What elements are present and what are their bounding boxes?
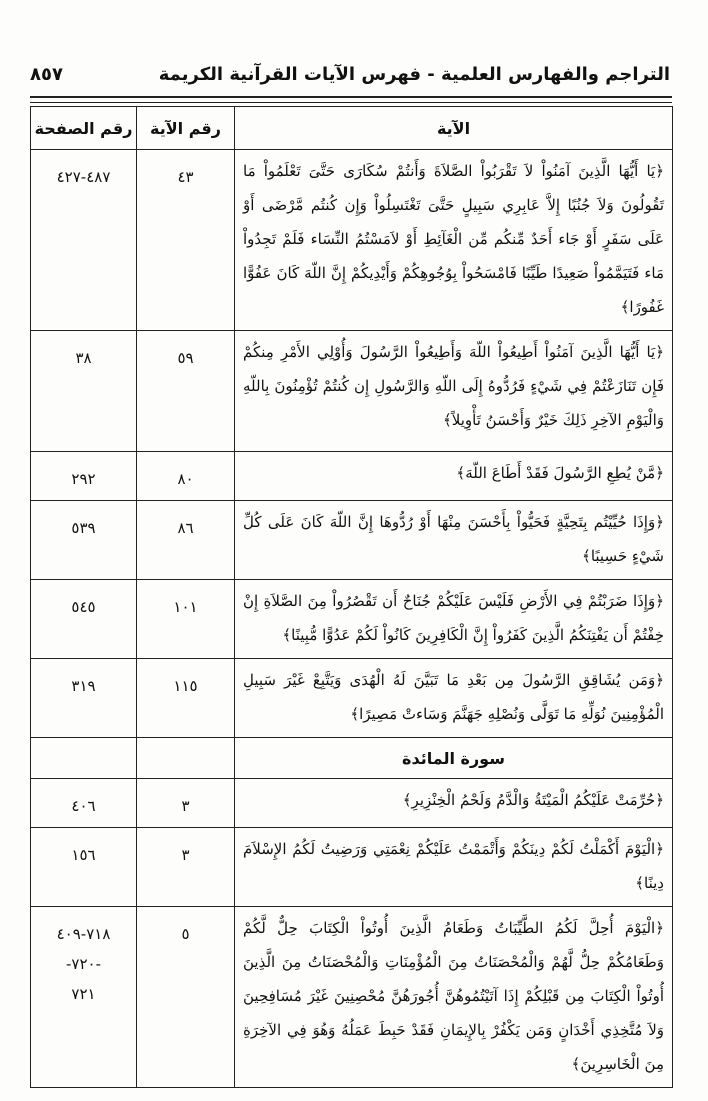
ayah-text: ﴿يَا أَيُّهَا الَّذِينَ آمَنُواْ أَطِيعُواْ اللّهَ وَأَطِيعُواْ الرَّسُولَ وَأُوْلِي الأَمْرِ مِنكُمْ فَإِن تَنَازَعْتُمْ فِي شَيْءٍ فَرُدُّوهُ إِلَى اللّهِ وَالرَّسُولِ إِن كُنتُمْ تُؤْمِنُونَ بِاللّهِ وَالْيَوْمِ الآخِرِ ذَلِكَ خَيْرٌ وَأَحْسَنُ تَأْوِيلاً﴾ — [235, 331, 673, 452]
table-row — [31, 580, 673, 659]
ayah-text: ﴿وَمَن يُشَاقِقِ الرَّسُولَ مِن بَعْدِ مَا تَبَيَّنَ لَهُ الْهُدَى وَيَتَّبِعْ غَيْرَ سَبِيلِ الْمُؤْمِنِينَ نُوَلِّهِ مَا تَوَلَّى وَنُصْلِهِ جَهَنَّمَ وَسَاءتْ مَصِيرًا﴾ — [235, 659, 673, 738]
table-row — [31, 828, 673, 907]
page-reference: ٤٨٧-٤٢٧ — [31, 150, 137, 331]
ayah-number: ٥٩ — [137, 331, 235, 452]
ayah-text: ﴿مَّنْ يُطِعِ الرَّسُولَ فَقَدْ أَطَاعَ اللّهَ﴾ — [235, 452, 673, 501]
empty-cell — [31, 738, 137, 779]
ayah-number: ٣ — [137, 828, 235, 907]
table-row — [31, 331, 673, 452]
page-reference-line: ٧٢١ — [71, 985, 96, 1003]
page-number: ٨٥٧ — [30, 64, 63, 85]
page-reference — [31, 907, 137, 1088]
column-header-page-number: رقم الصفحة — [31, 107, 137, 150]
page-reference: ٤٠٦ — [31, 779, 137, 828]
ayah-text: ﴿وَإِذَا ضَرَبْتُمْ فِي الأَرْضِ فَلَيْسَ عَلَيْكُمْ جُنَاحٌ أَن تَقْصُرُواْ مِنَ الصَّلاَةِ إِنْ خِفْتُمْ أَن يَفْتِنَكُمُ الَّذِينَ كَفَرُواْ إِنَّ الْكَافِرِينَ كَانُواْ لَكُمْ عَدُوًّا مُّبِينًا﴾ — [235, 580, 673, 659]
page-reference: ٣١٩ — [31, 659, 137, 738]
ayah-text: ﴿يَا أَيُّهَا الَّذِينَ آمَنُواْ لاَ تَقْرَبُواْ الصَّلاَةَ وَأَنتُمْ سُكَارَى حَتَّىَ تَعْلَمُواْ مَا تَقُولُونَ وَلاَ جُنُبًا إِلاَّ عَابِرِي سَبِيلٍ حَتَّىَ تَغْتَسِلُواْ وَإِن كُنتُم مَّرْضَى أَوْ عَلَى سَفَرٍ أَوْ جَاء أَحَدٌ مِّنكُم مِّن الْغَآئِطِ أَوْ لاَمَسْتُمُ النِّسَاء فَلَمْ تَجِدُواْ مَاء فَتَيَمَّمُواْ صَعِيدًا طَيِّبًا فَامْسَحُواْ بِوُجُوهِكُمْ وَأَيْدِيكُمْ إِنَّ اللّهَ كَانَ عَفُوًّا غَفُورًا﴾ — [235, 150, 673, 331]
ayah-text: ﴿الْيَوْمَ أَكْمَلْتُ لَكُمْ دِينَكُمْ وَأَتْمَمْتُ عَلَيْكُمْ نِعْمَتِي وَرَضِيتُ لَكُمُ الإِسْلاَمَ دِينًا﴾ — [235, 828, 673, 907]
ayah-number: ٣ — [137, 779, 235, 828]
ayah-number: ٨٦ — [137, 501, 235, 580]
surah-heading: سورة المائدة — [235, 738, 673, 779]
page-reference: ٥٣٩ — [31, 501, 137, 580]
table-header-row — [31, 107, 673, 150]
running-title: التراجم والفهارس العلمية - فهرس الآيات القرآنية الكريمة — [158, 64, 670, 85]
column-header-ayah: الآية — [235, 107, 673, 150]
table-row — [31, 150, 673, 331]
ayah-text: ﴿الْيَوْمَ أُحِلَّ لَكُمُ الطَّيِّبَاتُ وَطَعَامُ الَّذِينَ أُوتُواْ الْكِتَابَ حِلٌّ لَّكُمْ وَطَعَامُكُمْ حِلُّ لَّهُمْ وَالْمُحْصَنَاتُ مِنَ الْمُؤْمِنَاتِ وَالْمُحْصَنَاتُ مِنَ الَّذِينَ أُوتُواْ الْكِتَابَ مِن قَبْلِكُمْ إِذَا آتَيْتُمُوهُنَّ أُجُورَهُنَّ مُحْصِنِينَ غَيْرَ مُسَافِحِينَ وَلاَ مُتَّخِذِي أَخْدَانٍ وَمَن يَكْفُرْ بِالإِيمَانِ فَقَدْ حَبِطَ عَمَلُهُ وَهُوَ فِي الآخِرَةِ مِنَ الْخَاسِرِينَ﴾ — [235, 907, 673, 1088]
ayah-number: ١١٥ — [137, 659, 235, 738]
page-header — [30, 60, 670, 94]
table-row — [31, 452, 673, 501]
empty-cell — [137, 738, 235, 779]
table-row — [31, 907, 673, 1088]
ayah-number: ٨٠ — [137, 452, 235, 501]
ayah-number: ١٠١ — [137, 580, 235, 659]
table-row — [31, 659, 673, 738]
surah-heading-row — [31, 738, 673, 779]
table-row — [31, 501, 673, 580]
ayah-number: ٥ — [137, 907, 235, 1088]
ayah-text: ﴿حُرِّمَتْ عَلَيْكُمُ الْمَيْتَةُ وَالْدَّمُ وَلَحْمُ الْخِنْزِيرِ﴾ — [235, 779, 673, 828]
page-reference: ١٥٦ — [31, 828, 137, 907]
page-reference: ٣٨ — [31, 331, 137, 452]
page-reference-line: -٧٢٠- — [65, 955, 101, 973]
ayah-text: ﴿وَإِذَا حُيِّيْتُم بِتَحِيَّةٍ فَحَيُّواْ بِأَحْسَنَ مِنْهَا أَوْ رُدُّوهَا إِنَّ اللّهَ كَانَ عَلَى كُلِّ شَيْءٍ حَسِيبًا﴾ — [235, 501, 673, 580]
ayah-index-table — [30, 106, 673, 1088]
column-header-ayah-number: رقم الآية — [137, 107, 235, 150]
page-reference-line: ٧١٨-٤٠٩ — [56, 925, 111, 943]
header-rule — [30, 96, 672, 103]
page-reference: ٢٩٢ — [31, 452, 137, 501]
ayah-number: ٤٣ — [137, 150, 235, 331]
table-row — [31, 779, 673, 828]
page-reference: ٥٤٥ — [31, 580, 137, 659]
